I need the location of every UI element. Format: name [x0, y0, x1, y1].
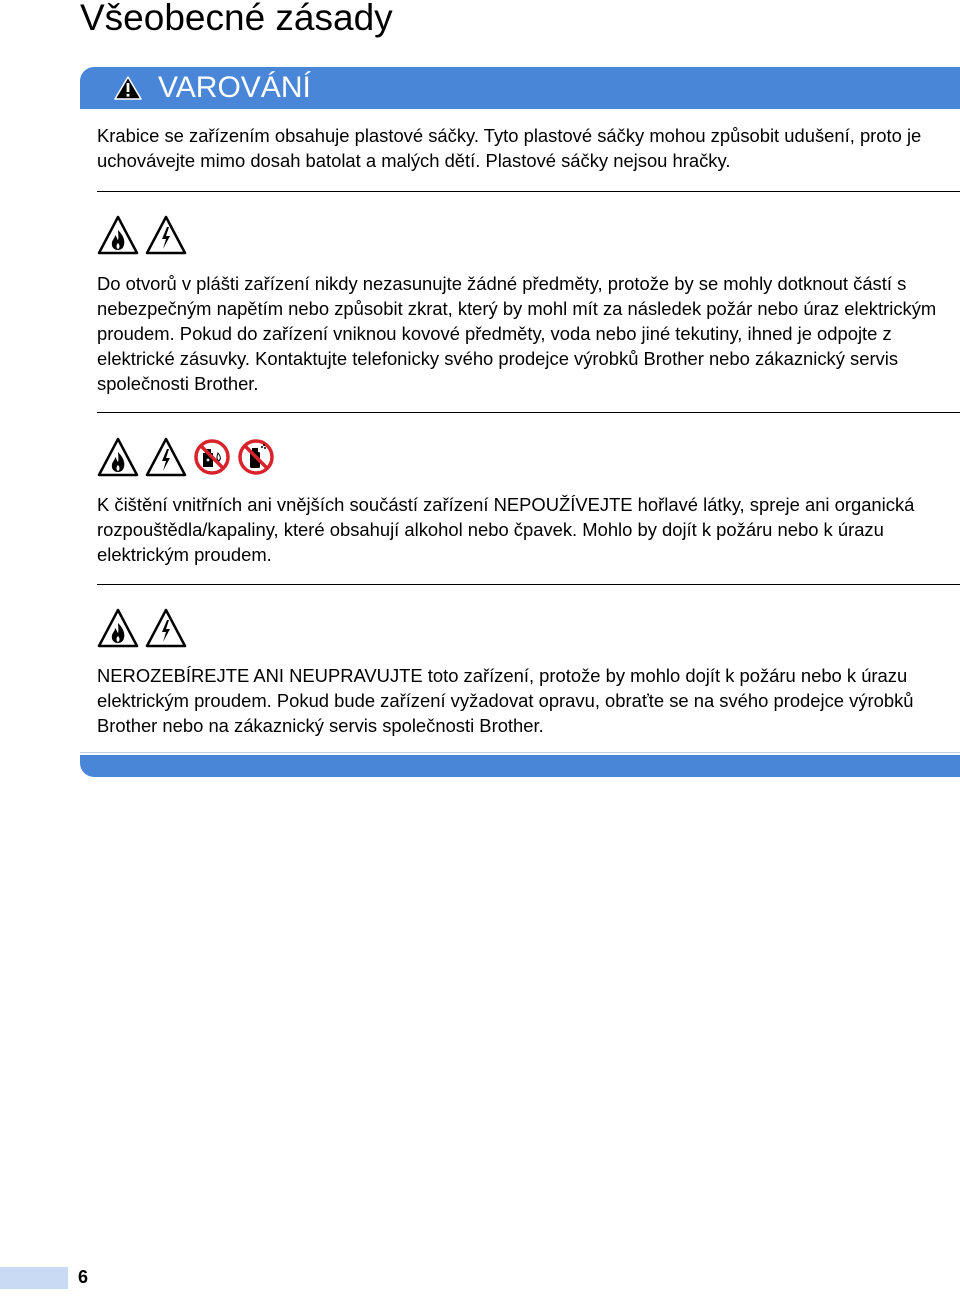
hazard-icons — [97, 607, 187, 649]
fire-hazard-icon — [97, 607, 139, 649]
warning-heading: VAROVÁNÍ — [158, 71, 311, 104]
no-flammable-liquids-icon — [193, 436, 231, 478]
page-title: Všeobecné zásady — [80, 0, 393, 38]
warning-banner — [80, 67, 960, 109]
section-divider — [97, 191, 960, 192]
warning-triangle-icon — [114, 76, 142, 100]
hazard-icons — [97, 436, 275, 478]
warning-text-plastic-bags: Krabice se zařízením obsahuje plastové sáčky. Tyto plastové sáčky mohou způsobit udušení, proto je uchovávejte mimo dosah batolat a malých dětí. Plastové sáčky nejsou hračky. — [97, 125, 922, 171]
page-number: 6 — [78, 1267, 89, 1287]
section-divider — [80, 752, 960, 753]
section-divider — [97, 412, 960, 413]
warning-text-disassembly: NEROZEBÍREJTE ANI NEUPRAVUJTE toto zařízení, protože by mohlo dojít k požáru nebo k úrazu elektrickým proudem. Pokud bude zařízení vyžadovat opravu, obraťte se na svého prodejce výrobků Brother nebo na zákaznický servis společnosti Brother. — [97, 665, 914, 736]
fire-hazard-icon — [97, 214, 139, 256]
electric-shock-icon — [145, 436, 187, 478]
fire-hazard-icon — [97, 436, 139, 478]
warning-text-cleaning: K čištění vnitřních ani vnějších součástí zařízení NEPOUŽÍVEJTE hořlavé látky, spreje ani organická rozpouštědla/kapaliny, které obsahují alkohol nebo čpavek. Mohlo by dojít k požáru nebo k úrazu elektrickým proudem. — [97, 494, 915, 565]
warning-footer-bar — [80, 755, 960, 777]
hazard-icons — [97, 214, 187, 256]
no-spray-icon — [237, 436, 275, 478]
electric-shock-icon — [145, 214, 187, 256]
section-divider — [97, 584, 960, 585]
page-tab — [0, 1267, 68, 1289]
warning-text-openings: Do otvorů v plášti zařízení nikdy nezasunujte žádné předměty, protože by se mohly dotknout částí s nebezpečným napětím nebo způsobit zkrat, který by mohl mít za následek požár nebo úraz elektrickým proudem. Pokud do zařízení vniknou kovové předměty, voda nebo jiné tekutiny, ihned je odpojte z elektrické zásuvky. Kontaktujte telefonicky svého prodejce výrobků Brother nebo zákaznický servis společnosti Brother. — [97, 273, 937, 394]
electric-shock-icon — [145, 607, 187, 649]
